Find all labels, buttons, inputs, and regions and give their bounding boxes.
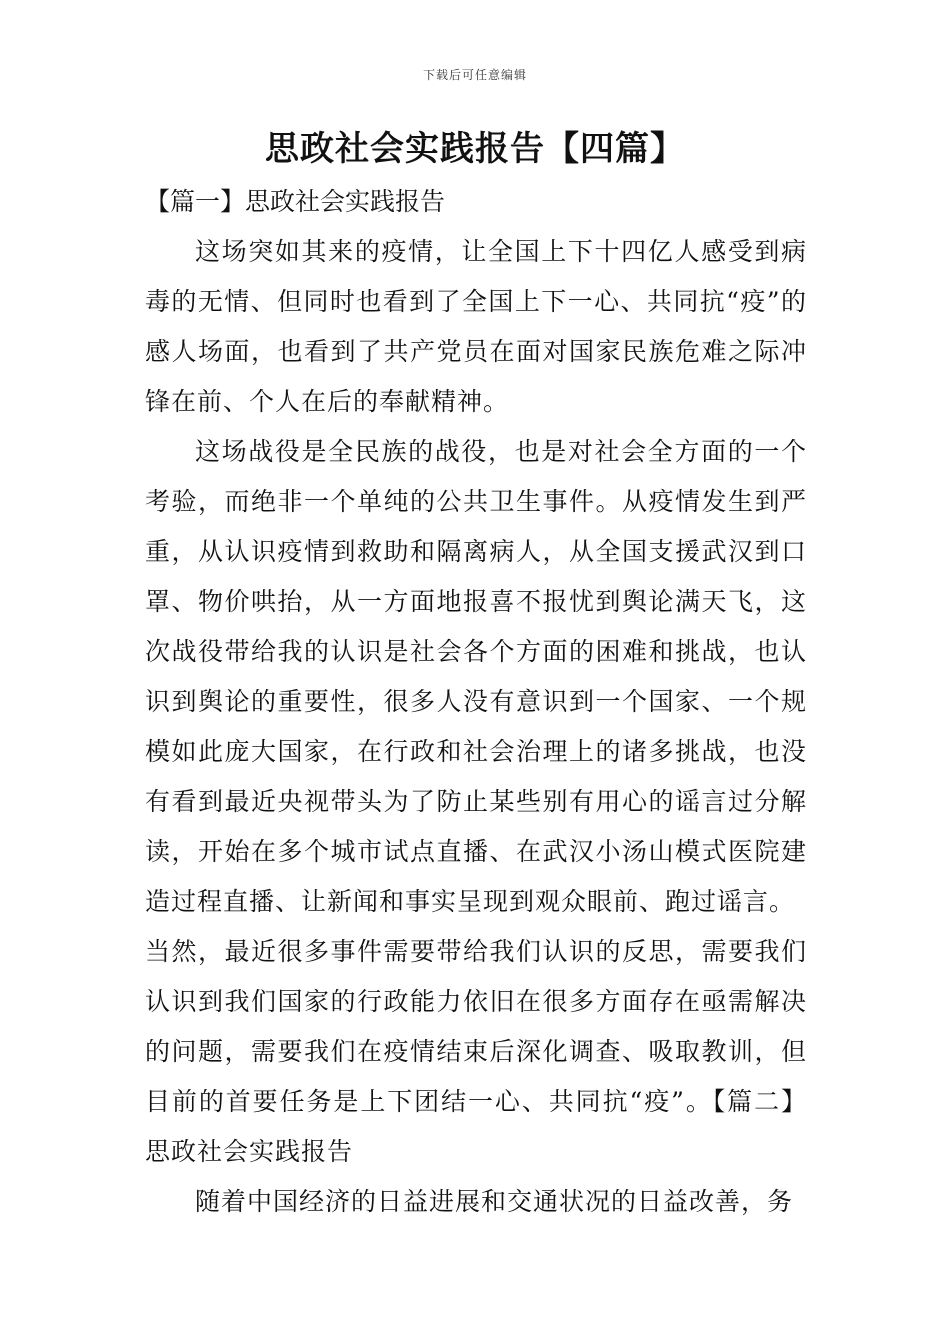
section-heading-1: 【篇一】思政社会实践报告: [145, 187, 446, 216]
document-body: [145, 177, 807, 1227]
document-title: 思政社会实践报告【四篇】: [265, 129, 685, 169]
page-header-note: 下载后可任意编辑: [422, 68, 527, 82]
paragraph-1: 这场突如其来的疫情，让全国上下十四亿人感受到病毒的无情、但同时也看到了全国上下一心、共同抗“疫”的感人场面，也看到了共产党员在面对国家民族危难之际冲锋在前、个人在后的奉献精神。: [145, 237, 807, 416]
paragraph-4: 随着中国经济的日益进展和交通状况的日益改善，务: [195, 1187, 794, 1216]
paragraph-2: 这场战役是全民族的战役，也是对社会全方面的一个考验，而绝非一个单纯的公共卫生事件。从疫情发生到严重，从认识疫情到救助和隔离病人，从全国支援武汉到口罩、物价哄抬，从一方面地报喜不报忧到舆论满天飞，这次战役带给我的认识是社会各个方面的困难和挑战，也认识到舆论的重要性，很多人没有意识到一个国家、一个规模如此庞大国家，在行政和社会治理上的诸多挑战，也没有看到最近央视带头为了防止某些别有用心的谣言过分解读，开始在多个城市试点直播、在武汉小汤山模式医院建造过程直播、让新闻和事实呈现到观众眼前、跑过谣言。: [145, 437, 807, 916]
paragraph-3: 当然，最近很多事件需要带给我们认识的反思，需要我们认识到我们国家的行政能力依旧在很多方面存在亟需解决的问题，需要我们在疫情结束后深化调查、吸取教训，但目前的首要任务是上下团结一心、共同抗“疫”。【篇二】思政社会实践报告: [145, 937, 807, 1166]
